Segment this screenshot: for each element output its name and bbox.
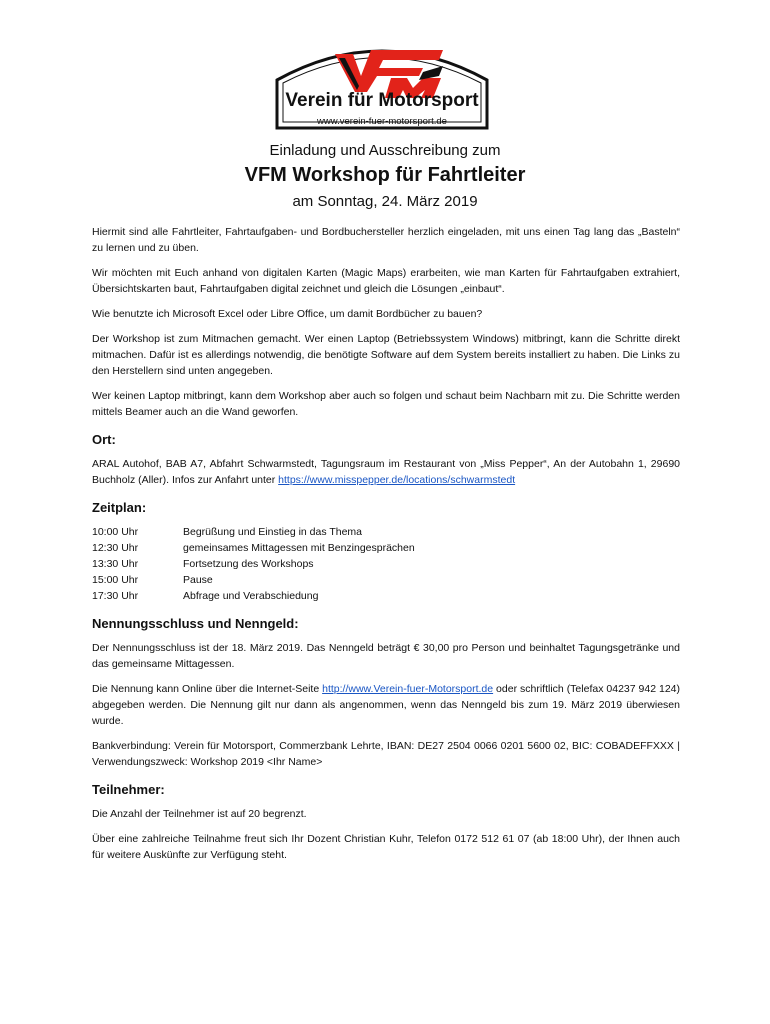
intro-paragraph-1: Hiermit sind alle Fahrtleiter, Fahrtaufgaben- und Bordbuchersteller herzlich eingeladen, mit uns einen Tag lang das „Basteln“ zu lernen und zu üben. <box>92 226 680 254</box>
vfm-logo-graphic <box>273 36 491 132</box>
zeitplan-heading: Zeitplan: <box>92 500 147 515</box>
vfm-website-link[interactable]: http://www.Verein-fuer-Motorsport.de <box>322 683 494 695</box>
nennung-text-before: Die Nennung kann Online über die Internet-Seite <box>92 683 323 695</box>
vfm-logo <box>273 36 491 132</box>
schedule-desc: gemeinsames Mittagessen mit Benzingesprächen <box>183 542 415 554</box>
schedule-list <box>92 524 680 604</box>
document-body <box>92 224 680 872</box>
schedule-desc: Fortsetzung des Workshops <box>183 558 314 570</box>
schedule-time: 10:00 Uhr <box>92 526 139 538</box>
nennung-paragraph-1: Der Nennungsschluss ist der 18. März 2019. Das Nenngeld beträgt € 30,00 pro Person und beinhaltet Tagungsgetränke und das gemeinsame Mittagessen. <box>92 642 680 670</box>
schedule-row <box>92 572 680 588</box>
misspepper-link[interactable]: https://www.misspepper.de/locations/schwarmstedt <box>278 474 516 486</box>
ort-text: ARAL Autohof, BAB A7, Abfahrt Schwarmstedt, Tagungsraum im Restaurant von „Miss Pepper“, An der Autobahn 1, 29690 Buchholz (Aller). Infos zur Anfahrt unter <box>92 458 680 486</box>
schedule-time: 15:00 Uhr <box>92 574 139 586</box>
page-title: VFM Workshop für Fahrtleiter <box>244 164 526 186</box>
logo-url: www.verein-fuer-motorsport.de <box>317 116 447 127</box>
schedule-desc: Begrüßung und Einstieg in das Thema <box>183 526 363 538</box>
schedule-row <box>92 524 680 540</box>
intro-paragraph-3: Wie benutzte ich Microsoft Excel oder Libre Office, um damit Bordbücher zu bauen? <box>92 308 483 320</box>
nennung-paragraph-2 <box>92 681 680 729</box>
header-date: am Sonntag, 24. März 2019 <box>292 193 478 210</box>
nennung-text-after: oder schriftlich (Telefax 04237 942 124) abgegeben werden. Die Nennung gilt nur dann als angenommen, wenn das Nenngeld bis zum 19. März 2019 überwiesen wurde. <box>92 683 680 727</box>
schedule-row <box>92 588 680 604</box>
schedule-time: 13:30 Uhr <box>92 558 139 570</box>
intro-paragraph-2: Wir möchten mit Euch anhand von digitalen Karten (Magic Maps) erarbeiten, wie man Karten für Fahrtaufgaben extrahiert, Übersichtskarten baut, Fahrtaufgaben digital zeichnet und gleich die Lösungen „einbaut“. <box>92 267 680 295</box>
header-invitation: Einladung und Ausschreibung zum <box>269 142 501 159</box>
schedule-row <box>92 540 680 556</box>
teilnehmer-heading: Teilnehmer: <box>92 782 165 797</box>
intro-paragraph-5: Wer keinen Laptop mitbringt, kann dem Workshop aber auch so folgen und schaut beim Nachbarn mit zu. Die Schritte werden mittels Beamer auch an die Wand geworfen. <box>92 390 680 418</box>
schedule-row <box>92 556 680 572</box>
schedule-time: 12:30 Uhr <box>92 542 139 554</box>
intro-paragraph-4: Der Workshop ist zum Mitmachen gemacht. Wer einen Laptop (Betriebssystem Windows) mitbringt, kann die Schritte direkt mitmachen. Dafür ist es allerdings notwendig, die benötigte Software auf dem System bereits installiert zu haben. Die Links zu den Herstellern sind unten angegeben. <box>92 333 680 377</box>
ort-paragraph <box>92 456 680 488</box>
logo-text: Verein für Motorsport <box>285 90 479 111</box>
schedule-time: 17:30 Uhr <box>92 590 139 602</box>
teilnehmer-paragraph-1: Die Anzahl der Teilnehmer ist auf 20 begrenzt. <box>92 808 307 820</box>
nennung-heading: Nennungsschluss und Nenngeld: <box>92 616 299 631</box>
schedule-desc: Abfrage und Verabschiedung <box>183 590 319 602</box>
schedule-desc: Pause <box>183 574 213 586</box>
ort-heading: Ort: <box>92 432 116 447</box>
teilnehmer-paragraph-2: Über eine zahlreiche Teilnahme freut sich Ihr Dozent Christian Kuhr, Telefon 0172 512 61 07 (ab 18:00 Uhr), der Ihnen auch für weitere Auskünfte zur Verfügung steht. <box>92 833 680 861</box>
bank-details: Bankverbindung: Verein für Motorsport, Commerzbank Lehrte, IBAN: DE27 2504 0066 0201 5600 02, BIC: COBADEFFXXX | Verwendungszweck: Workshop 2019 <Ihr Name> <box>92 740 680 768</box>
